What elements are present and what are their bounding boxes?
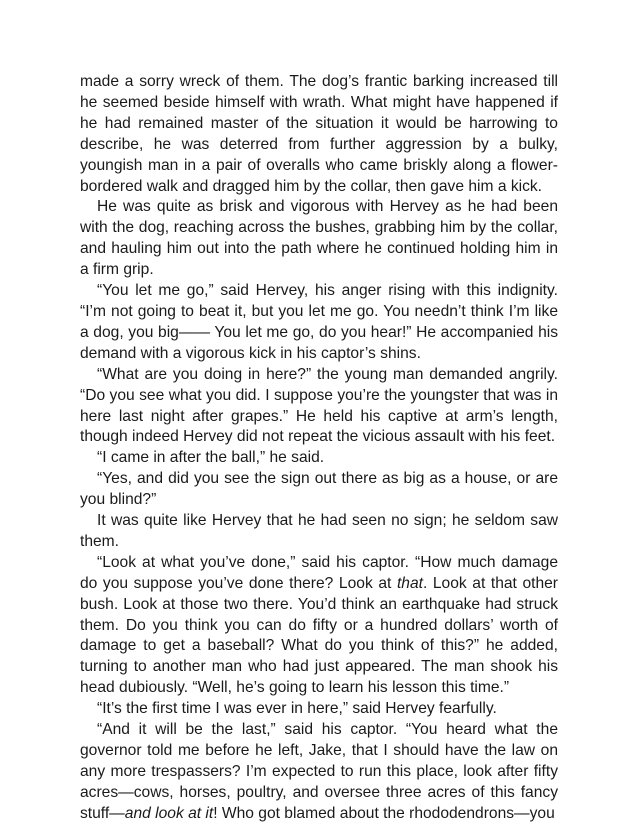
book-page-text bbox=[80, 72, 558, 825]
paragraph bbox=[80, 469, 558, 511]
text-run: It was quite like Hervey that he had seen no sign; he seldom saw them. bbox=[80, 512, 558, 550]
text-run: “Look at what you’ve done,” said his captor. “How much damage do you suppose you’ve done there? Look at bbox=[80, 553, 558, 592]
italic-text: that bbox=[396, 574, 423, 592]
paragraph bbox=[80, 511, 558, 553]
italic-text: and look at it bbox=[124, 804, 214, 822]
paragraph bbox=[80, 281, 558, 365]
paragraph bbox=[80, 72, 558, 197]
text-run: “What are you doing in here?” the young man demanded angrily. “Do you see what you did. I suppose you’re the youngster that was in here last night after grapes.” He held his captive at arm’s length, though indeed Hervey did not repeat the vicious assault with his feet. bbox=[80, 365, 558, 446]
text-run: ! Who got blamed about the rhododendrons—you bbox=[213, 804, 555, 822]
text-run: “You let me go,” said Hervey, his anger rising with this indignity. “I’m not going to beat it, but you let me go. You needn’t think I’m like a dog, you big—— You let me go, do you hear!” He accompanied his demand with a vigorous kick in his captor’s shins. bbox=[80, 282, 558, 362]
text-run: . Look at that other bush. Look at those two there. You’d think an earthquake had struck them. Do you think you can do fifty or a hundred dollars’ worth of damage to get a baseball? What do you think of this?” he added, turning to another man who had just appeared. The man shook his head dubiously. “Well, he’s going to learn his lesson this time.” bbox=[80, 574, 558, 697]
text-run: “I came in after the ball,” he said. bbox=[97, 449, 325, 467]
paragraph bbox=[80, 365, 558, 449]
paragraph bbox=[80, 720, 558, 825]
paragraph bbox=[80, 448, 558, 469]
paragraph bbox=[80, 553, 558, 699]
text-run: He was quite as brisk and vigorous with Hervey as he had been with the dog, reaching across the bushes, grabbing him by the collar, and hauling him out into the path where he continued holding him in a firm grip. bbox=[80, 198, 558, 279]
text-run: “Yes, and did you see the sign out there as big as a house, or are you blind?” bbox=[80, 470, 558, 509]
text-run: made a sorry wreck of them. The dog’s frantic barking increased till he seemed beside himself with wrath. What might have happened if he had remained master of the situation it would be harrowing to describe, he was deterred from further aggression by a bulky, youngish man in a pair of overalls who came briskly along a flower-bordered walk and dragged him by the collar, then gave him a kick. bbox=[80, 73, 558, 195]
paragraph bbox=[80, 699, 558, 720]
paragraph bbox=[80, 197, 558, 281]
text-run: “And it will be the last,” said his captor. “You heard what the governor told me before he left, Jake, that I should have the law on any more trespassers? I’m expected to run this place, look after fifty acres—cows, horses, poultry, and oversee three acres of this fancy stuff— bbox=[80, 721, 558, 822]
text-run: “It’s the first time I was ever in here,” said Hervey fearfully. bbox=[97, 700, 497, 718]
